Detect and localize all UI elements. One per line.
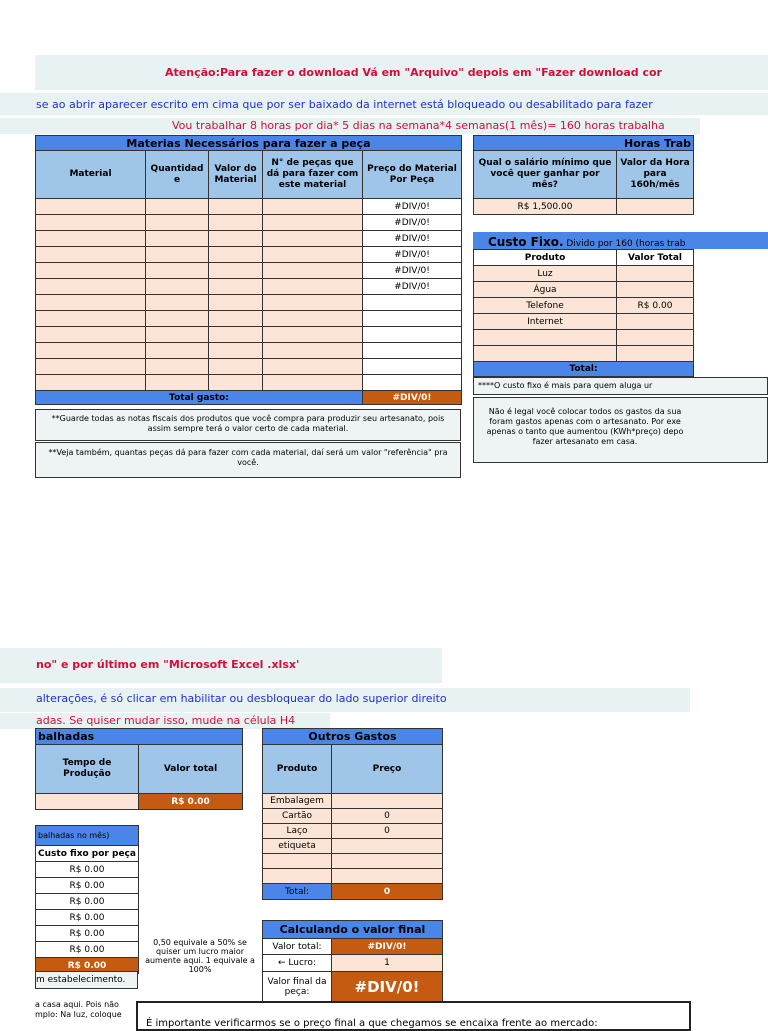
fixed-table-left — [473, 249, 694, 377]
price-cell[interactable] — [363, 295, 462, 311]
fixed-item[interactable] — [474, 330, 617, 346]
cell[interactable] — [36, 279, 146, 295]
cell[interactable] — [263, 215, 363, 231]
price-cell[interactable] — [363, 327, 462, 343]
col-total: Valor total — [139, 745, 243, 794]
fixed-title: Custo Fixo. — [488, 235, 564, 249]
materials-total-label: Total gasto: — [36, 391, 363, 405]
price-cell[interactable] — [363, 359, 462, 375]
other-total-label: Total: — [263, 884, 332, 900]
fixed-per-piece-cell: R$ 0.00 — [36, 878, 139, 894]
cell[interactable] — [263, 263, 363, 279]
profit-label: ← Lucro: — [263, 955, 332, 972]
fixed-value[interactable] — [617, 282, 694, 298]
other-item[interactable]: Cartão — [263, 809, 332, 824]
cell[interactable] — [209, 247, 263, 263]
fixed-item[interactable] — [474, 346, 617, 362]
download-instruction-cont: no" e por último em "Microsoft Excel .xlsx' — [36, 658, 300, 671]
col-other-product: Produto — [263, 745, 332, 794]
other-price[interactable] — [332, 839, 443, 854]
fixed-per-piece-cell: R$ 0.00 — [36, 894, 139, 910]
cell[interactable] — [209, 327, 263, 343]
cell[interactable] — [146, 263, 209, 279]
hours-title-cont: balhadas — [36, 729, 243, 745]
fixed-value[interactable] — [617, 346, 694, 362]
col-material-value: Valor do Material — [209, 151, 263, 199]
fixed-title-bar — [473, 232, 768, 249]
fixed-note-1-cont: m estabelecimento. — [35, 971, 138, 989]
fixed-value[interactable]: R$ 0.00 — [617, 298, 694, 314]
cell[interactable] — [146, 311, 209, 327]
cell[interactable] — [146, 215, 209, 231]
cell[interactable] — [146, 279, 209, 295]
final-value: #DIV/0! — [332, 972, 443, 1002]
col-other-price: Preço — [332, 745, 443, 794]
cell[interactable] — [36, 327, 146, 343]
price-cell[interactable]: #DIV/0! — [363, 231, 462, 247]
fixed-item[interactable]: Internet — [474, 314, 617, 330]
price-cell[interactable] — [363, 343, 462, 359]
cell[interactable] — [209, 343, 263, 359]
download-instruction: Atenção:Para fazer o download Vá em "Arquivo" depois em "Fazer download cor — [165, 66, 662, 79]
cell[interactable] — [146, 247, 209, 263]
fixed-note-2: Não é legal você colocar todos os gastos da sua foram gastos apenas com o artesanato. Por exe apenas o tanto que aumentou (KWh*preço) depo fazer artesanato em casa. — [473, 397, 768, 463]
cell[interactable] — [209, 199, 263, 215]
other-costs-table — [262, 728, 443, 900]
price-cell[interactable] — [363, 311, 462, 327]
other-item[interactable]: Laço — [263, 824, 332, 839]
cell[interactable] — [36, 343, 146, 359]
cell[interactable] — [36, 199, 146, 215]
other-item[interactable]: etiqueta — [263, 839, 332, 854]
price-cell[interactable]: #DIV/0! — [363, 247, 462, 263]
final-value-label: Valor final da peça: — [263, 972, 332, 1002]
fixed-table-right — [35, 825, 139, 974]
fixed-value[interactable] — [617, 314, 694, 330]
cell[interactable] — [263, 247, 363, 263]
cell[interactable] — [36, 263, 146, 279]
hours-title: Horas Trab — [474, 136, 694, 151]
price-cell[interactable]: #DIV/0! — [363, 279, 462, 295]
cell[interactable] — [146, 231, 209, 247]
cell[interactable] — [209, 263, 263, 279]
other-total-value: 0 — [332, 884, 443, 900]
fixed-total-label: Total: — [474, 362, 694, 377]
market-check-text: É importante verificarmos se o preço final a que chegamos se encaixa frente ao mercado: — [146, 1018, 598, 1029]
other-price[interactable]: 0 — [332, 809, 443, 824]
cell[interactable] — [263, 199, 363, 215]
price-cell[interactable]: #DIV/0! — [363, 263, 462, 279]
final-title: Calculando o valor final — [263, 921, 443, 939]
final-total-value: #DIV/0! — [332, 939, 443, 955]
final-total-label: Valor total: — [263, 939, 332, 955]
col-hour-value: Valor da Hora para 160h/mês — [617, 151, 694, 199]
price-cell[interactable]: #DIV/0! — [363, 215, 462, 231]
cell[interactable] — [36, 359, 146, 375]
other-title: Outros Gastos — [263, 729, 443, 745]
fixed-note-2-cont: a casa aqui. Pois não mplo: Na luz, coloque — [35, 1000, 122, 1019]
cell[interactable] — [263, 279, 363, 295]
cell[interactable] — [263, 359, 363, 375]
profit-hint: 0,50 equivale a 50% se quiser um lucro maior aumente aqui. 1 equivale a 100% — [145, 938, 255, 974]
fixed-value[interactable] — [617, 266, 694, 282]
other-item[interactable]: Embalagem — [263, 794, 332, 809]
hours-table-right — [35, 728, 243, 810]
fixed-item[interactable]: Água — [474, 282, 617, 298]
cell[interactable] — [263, 375, 363, 391]
cell[interactable] — [263, 295, 363, 311]
cell[interactable] — [146, 359, 209, 375]
blocked-instruction-cont: alterações, é só clicar em habilitar ou desbloquear do lado superior direito — [36, 692, 447, 705]
final-value-table — [262, 920, 443, 1002]
other-price[interactable] — [332, 869, 443, 884]
cell[interactable] — [146, 199, 209, 215]
col-pieces: N° de peças que dá para fazer com este material — [263, 151, 363, 199]
fixed-per-piece-cell: R$ 0.00 — [36, 910, 139, 926]
fixed-per-piece-total: R$ 0.00 — [36, 958, 139, 974]
cell[interactable] — [209, 279, 263, 295]
market-check-box — [136, 1001, 691, 1031]
cell[interactable] — [146, 295, 209, 311]
fixed-per-piece-cell: R$ 0.00 — [36, 942, 139, 958]
cell[interactable] — [263, 231, 363, 247]
col-product: Produto — [474, 250, 617, 266]
cell[interactable] — [36, 231, 146, 247]
cell[interactable] — [146, 375, 209, 391]
other-price[interactable] — [332, 794, 443, 809]
col-material: Material — [36, 151, 146, 199]
cell[interactable] — [263, 343, 363, 359]
other-item[interactable] — [263, 854, 332, 869]
cell[interactable] — [36, 311, 146, 327]
cell[interactable] — [263, 327, 363, 343]
price-cell[interactable] — [363, 375, 462, 391]
materials-note-1: **Guarde todas as notas fiscais dos produtos que você compra para produzir seu artesanato, pois assim sempre terá o valor certo de cada material. — [35, 409, 461, 441]
cell[interactable] — [263, 311, 363, 327]
hours-table-left — [473, 135, 694, 215]
cell[interactable] — [146, 327, 209, 343]
cell[interactable] — [209, 215, 263, 231]
cell[interactable] — [209, 295, 263, 311]
cell[interactable] — [36, 215, 146, 231]
materials-total-value: #DIV/0! — [363, 391, 462, 405]
hours-instruction: Vou trabalhar 8 horas por dia* 5 dias na semana*4 semanas(1 mês)= 160 horas trabalha — [172, 119, 665, 132]
cell[interactable] — [146, 343, 209, 359]
blocked-instruction: se ao abrir aparecer escrito em cima que por ser baixado da internet está bloqueado ou desabilitado para fazer — [36, 98, 653, 111]
materials-note-2: **Veja também, quantas peças dá para fazer com cada material, daí será um valor "referência" pra você. — [35, 442, 461, 478]
materials-table — [35, 135, 462, 405]
materials-title: Materias Necessários para fazer a peça — [36, 136, 462, 151]
hour-value-cell[interactable] — [617, 199, 694, 215]
production-time-input[interactable] — [36, 794, 139, 810]
col-total-value: Valor Total — [617, 250, 694, 266]
cell[interactable] — [209, 231, 263, 247]
profit-input[interactable]: 1 — [332, 955, 443, 972]
cell[interactable] — [36, 295, 146, 311]
fixed-note-1: ****O custo fixo é mais para quem aluga ur — [473, 377, 768, 395]
cell[interactable] — [36, 247, 146, 263]
col-quantity: Quantidade — [146, 151, 209, 199]
salary-input[interactable]: R$ 1,500.00 — [474, 199, 617, 215]
fixed-item[interactable]: Luz — [474, 266, 617, 282]
col-salary: Qual o salário mínimo que você quer ganhar por mês? — [474, 151, 617, 199]
cell[interactable] — [209, 375, 263, 391]
fixed-per-piece-cell: R$ 0.00 — [36, 926, 139, 942]
other-item[interactable] — [263, 869, 332, 884]
fixed-item[interactable]: Telefone — [474, 298, 617, 314]
other-price[interactable] — [332, 854, 443, 869]
fixed-per-piece-cell: R$ 0.00 — [36, 862, 139, 878]
col-fixed-per-piece: Custo fixo por peça — [36, 846, 139, 862]
fixed-subtitle: Divido por 160 (horas trab — [563, 239, 686, 249]
col-price-per-piece: Preço do Material Por Peça — [363, 151, 462, 199]
hours-instruction-cont: adas. Se quiser mudar isso, mude na célula H4 — [36, 714, 296, 727]
cell[interactable] — [36, 375, 146, 391]
price-cell[interactable]: #DIV/0! — [363, 199, 462, 215]
fixed-value[interactable] — [617, 330, 694, 346]
hours-total-value: R$ 0.00 — [139, 794, 243, 810]
cell[interactable] — [209, 311, 263, 327]
col-production-time: Tempo de Produção — [36, 745, 139, 794]
cell[interactable] — [209, 359, 263, 375]
other-price[interactable]: 0 — [332, 824, 443, 839]
fixed-title-cont: balhadas no mês) — [36, 826, 139, 846]
